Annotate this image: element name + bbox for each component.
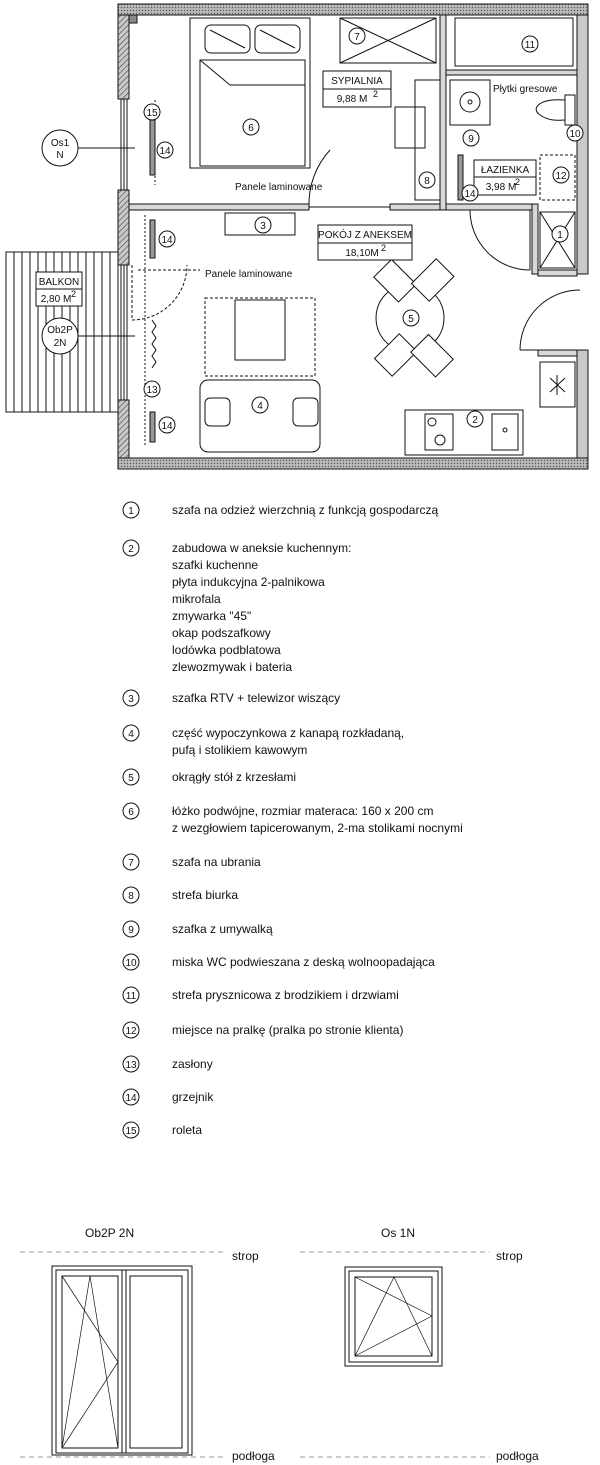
radiator-bedroom — [150, 120, 155, 175]
legend-number: 11 — [125, 991, 137, 1002]
legend-number: 13 — [125, 1060, 137, 1071]
marker-4: 4 — [257, 401, 263, 412]
legend-number: 3 — [128, 694, 134, 705]
legend-number: 6 — [128, 807, 134, 818]
legend-line: zlewozmywak i bateria — [172, 660, 293, 674]
legend-line: strefa prysznicowa z brodzikiem i drzwiami — [172, 988, 399, 1002]
legend-line: płyta indukcyjna 2-palnikowa — [172, 575, 325, 589]
entrance-door — [520, 290, 580, 350]
legend-number: 15 — [125, 1126, 137, 1137]
svg-text:ŁAZIENKA: ŁAZIENKA — [480, 165, 530, 176]
coffee-table — [205, 298, 315, 376]
curtain-13 — [152, 320, 156, 368]
balcony-label — [36, 272, 82, 306]
svg-text:POKÓJ Z ANEKSEM: POKÓJ Z ANEKSEM — [318, 230, 412, 241]
legend-item-15 — [123, 1122, 202, 1138]
marker-3: 3 — [260, 221, 266, 232]
legend-line: szafa na ubrania — [172, 855, 261, 869]
svg-text:2: 2 — [71, 289, 77, 299]
marker-15: 15 — [146, 108, 158, 119]
door-ob2p-elevation — [52, 1266, 192, 1455]
legend-item-3 — [123, 690, 340, 706]
marker-14-living-top: 14 — [161, 235, 173, 246]
legend-line: miejsce na pralkę (pralka po stronie klienta) — [172, 1023, 404, 1037]
svg-text:18,10M: 18,10M — [345, 248, 379, 259]
svg-text:2: 2 — [381, 243, 387, 253]
washbasin-9 — [450, 80, 490, 125]
legend-number: 2 — [128, 544, 134, 555]
legend-item-14 — [123, 1089, 214, 1105]
elevation-right-top: strop — [496, 1249, 523, 1263]
legend-line: szafka z umywalką — [172, 922, 273, 936]
svg-text:3,98 M: 3,98 M — [485, 182, 517, 193]
svg-text:SYPIALNIA: SYPIALNIA — [331, 76, 383, 87]
elevation-right-title: Os 1N — [381, 1226, 416, 1240]
legend-item-2 — [123, 540, 351, 674]
marker-14-living-bottom: 14 — [161, 421, 173, 432]
legend-number: 1 — [128, 506, 134, 517]
marker-1: 1 — [557, 230, 563, 241]
bathroom-floor-label: Płytki gresowe — [493, 84, 558, 95]
legend-line: lodówka podblatowa — [172, 643, 281, 657]
legend-line: część wypoczynkowa z kanapą rozkładaną, — [172, 726, 405, 740]
legend-line: zmywarka "45" — [172, 609, 252, 623]
living-label — [318, 225, 412, 260]
bedroom-floor-label: Panele laminowane — [235, 182, 323, 193]
legend-item-10 — [123, 954, 435, 970]
bathroom-label — [474, 160, 536, 195]
marker-7: 7 — [354, 32, 360, 43]
svg-text:2,80 M: 2,80 M — [40, 294, 72, 305]
legend-item-4 — [123, 725, 404, 757]
svg-text:2N: 2N — [53, 338, 67, 349]
marker-11: 11 — [524, 40, 536, 51]
legend-line: mikrofala — [172, 592, 221, 606]
floor-plan — [6, 4, 588, 469]
legend-line: szafki kuchenne — [172, 558, 259, 572]
marker-13: 13 — [146, 385, 158, 396]
legend-line: grzejnik — [172, 1090, 214, 1104]
legend-item-13 — [123, 1056, 213, 1072]
electrical-box — [540, 362, 575, 407]
legend-line: strefa biurka — [172, 888, 239, 902]
legend-number: 12 — [125, 1026, 137, 1037]
elevation-left-title: Ob2P 2N — [85, 1226, 135, 1240]
svg-text:2: 2 — [373, 89, 379, 99]
marker-14-bedroom: 14 — [159, 146, 171, 157]
svg-text:9,88 M: 9,88 M — [336, 94, 368, 105]
sofa-4 — [200, 380, 320, 452]
legend-number: 8 — [128, 891, 134, 902]
marker-10: 10 — [569, 129, 581, 140]
legend-line: okap podszafkowy — [172, 626, 271, 640]
legend-item-6 — [123, 803, 463, 835]
legend-line: zasłony — [172, 1057, 213, 1071]
legend-number: 14 — [125, 1093, 137, 1104]
legend-line: szafa na odzież wierzchnią z funkcją gospodarczą — [172, 503, 439, 517]
legend-item-1 — [123, 502, 438, 518]
legend-item-5 — [123, 769, 296, 785]
legend-item-12 — [123, 1022, 403, 1038]
svg-text:N: N — [56, 150, 64, 161]
legend-number: 4 — [128, 729, 134, 740]
legend-line: miska WC podwieszana z deską wolnoopadająca — [172, 955, 435, 969]
elevation-right-bottom: podłoga — [496, 1449, 539, 1463]
svg-text:Ob2P: Ob2P — [47, 325, 73, 336]
legend-number: 9 — [128, 925, 134, 936]
legend-number: 10 — [125, 958, 137, 969]
legend-line: okrągły stół z krzesłami — [172, 770, 297, 784]
elevation-left — [20, 1226, 275, 1463]
bedroom-door — [309, 150, 390, 207]
balcony-door — [132, 265, 187, 320]
elevation-right — [300, 1226, 539, 1463]
legend-line: łóżko podwójne, rozmiar materaca: 160 x 200 cm — [172, 804, 434, 818]
marker-9: 9 — [468, 134, 474, 145]
toilet-10 — [536, 95, 575, 125]
shower-11 — [455, 18, 573, 66]
legend-line: pufą i stolikiem kawowym — [172, 743, 308, 757]
legend-line: szafka RTV + telewizor wiszący — [172, 691, 341, 705]
living-floor-label: Panele laminowane — [205, 269, 293, 280]
legend-item-8 — [123, 887, 238, 903]
svg-text:BALKON: BALKON — [38, 277, 80, 288]
legend-number: 7 — [128, 858, 134, 869]
svg-text:2: 2 — [515, 177, 521, 187]
legend — [123, 502, 463, 1138]
legend-item-11 — [123, 987, 399, 1003]
marker-14-bathroom: 14 — [464, 189, 476, 200]
marker-5: 5 — [408, 314, 414, 325]
radiator-living-bottom — [150, 412, 155, 442]
marker-2: 2 — [472, 415, 478, 426]
legend-item-7 — [123, 854, 261, 870]
elevation-left-bottom: podłoga — [232, 1449, 275, 1463]
marker-6: 6 — [248, 123, 254, 134]
bathroom-door — [470, 210, 530, 270]
radiator-living-top — [150, 220, 155, 258]
marker-12: 12 — [555, 171, 567, 182]
legend-number: 5 — [128, 773, 134, 784]
legend-line: roleta — [172, 1123, 203, 1137]
legend-line: z wezgłowiem tapicerowanym, 2-ma stolikami nocnymi — [172, 821, 463, 835]
bed-6 — [190, 18, 310, 168]
elevation-left-top: strop — [232, 1249, 259, 1263]
bedroom-label — [323, 71, 391, 107]
marker-8: 8 — [424, 176, 430, 187]
legend-item-9 — [123, 921, 273, 937]
svg-text:Os1: Os1 — [50, 138, 70, 149]
window-os1-elevation — [345, 1267, 442, 1366]
kitchen-2 — [405, 410, 523, 455]
legend-line: zabudowa w aneksie kuchennym: — [172, 541, 352, 555]
